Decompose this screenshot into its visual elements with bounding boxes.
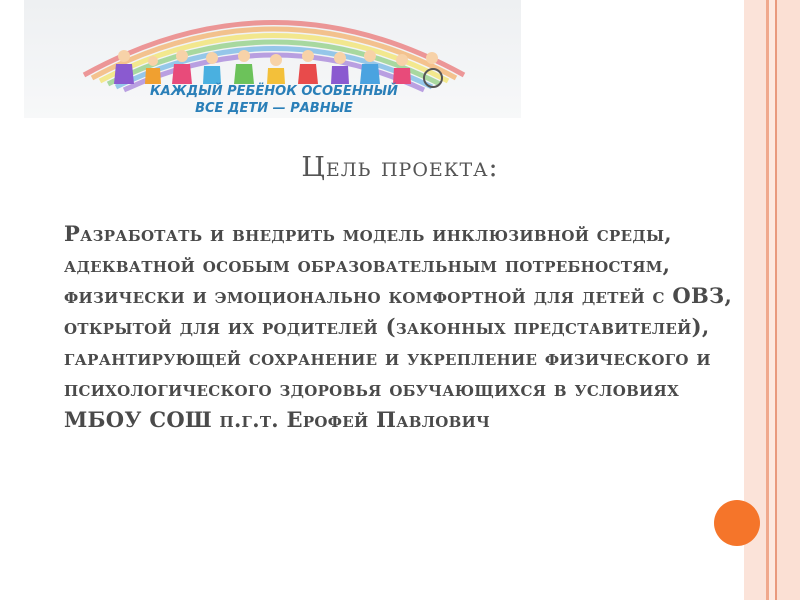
project-goal-text: Разработать и внедрить модель инклюзивной среды, адекватной особым образовательным потребностям, физически и эмоционально комфортной для детей с ОВЗ, открытой для их родителей (законных представителей), гарантирующей сохранение и укрепление физического и психологического здоровья обучающихся в условиях МБОУ СОШ п.г.т. Ерофей Павлович [64, 221, 733, 432]
banner-line1: КАЖДЫЙ РЕБЁНОК ОСОБЕННЫЙ [150, 84, 398, 99]
decor-circle [714, 500, 760, 546]
banner-line2: ВСЕ ДЕТИ — РАВНЫЕ [195, 101, 353, 116]
page-title: Цель проекта: [301, 152, 499, 183]
banner-image [24, 0, 521, 118]
decor-stripe [777, 0, 800, 600]
